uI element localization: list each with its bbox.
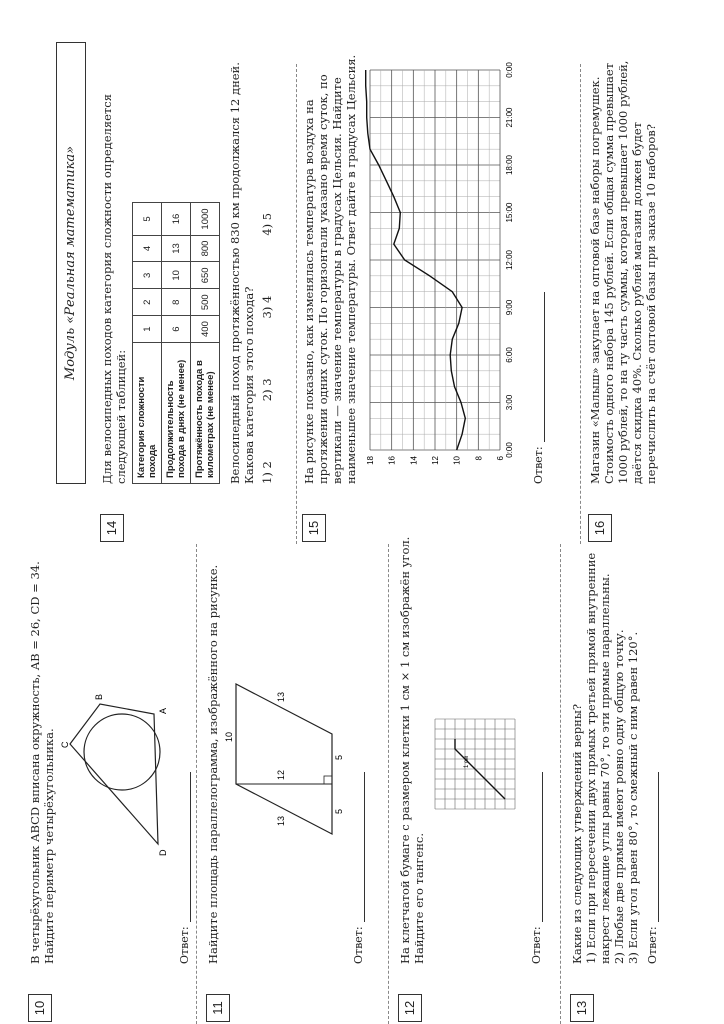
- divider: [196, 544, 197, 1024]
- task-text: На клетчатой бумаге с размером клетки 1 см × 1 см изображён угол. Найдите его тангенс.: [398, 536, 426, 964]
- statement-2: 2) Любые две прямые имеют ровно одну общую точку.: [612, 629, 626, 964]
- table-row: [191, 203, 220, 484]
- answer-field[interactable]: [530, 534, 543, 964]
- task-question: Велосипедный поход протяжённостью 830 км продолжался 12 дней. Какова категория этого похода?: [228, 62, 256, 484]
- table-cell: 400: [191, 316, 220, 343]
- answer-field[interactable]: [646, 534, 659, 964]
- x-tick-label: 6:00: [505, 347, 514, 363]
- y-tick-label: 16: [387, 456, 397, 465]
- label-left-side: 13: [276, 815, 286, 826]
- option-2[interactable]: 2) 3: [260, 378, 274, 402]
- label-b: B: [94, 693, 104, 700]
- right-column: [0, 44, 724, 536]
- table-cell: 6: [162, 316, 191, 343]
- label-bottom-right: 5: [334, 754, 344, 760]
- divider: [388, 544, 389, 1024]
- answer-label: Ответ:: [646, 926, 659, 964]
- left-column: [0, 534, 724, 1016]
- task-13: [570, 534, 659, 1016]
- option-1[interactable]: 1) 2: [260, 461, 274, 484]
- right-angle-mark: [324, 776, 332, 784]
- label-bottom-left: 5: [334, 808, 344, 814]
- table-cell: 4: [133, 235, 162, 262]
- task-number: 13: [570, 994, 594, 1022]
- parallelogram-figure: [222, 654, 342, 854]
- temperature-chart: [362, 60, 522, 480]
- task-text: Для велосипедных походов категория сложности определяется следующей таблицей:: [100, 94, 128, 484]
- x-tick-label: 21:00: [505, 107, 514, 128]
- y-tick-label: 6: [496, 456, 505, 461]
- answer-line[interactable]: [532, 772, 543, 922]
- option-4[interactable]: 4) 5: [260, 212, 274, 236]
- option-3[interactable]: 3) 4: [260, 295, 274, 319]
- task-number: 16: [588, 514, 612, 542]
- task-10: [28, 534, 191, 1016]
- row-header: Категория сложности похода: [133, 343, 162, 484]
- label-right-side: 13: [276, 691, 286, 702]
- task-16: [588, 44, 658, 536]
- answer-field[interactable]: [352, 534, 365, 964]
- y-tick-label: 18: [366, 456, 375, 465]
- table-cell: 500: [191, 289, 220, 316]
- task-number: 12: [398, 994, 422, 1022]
- answer-field[interactable]: [532, 44, 545, 484]
- x-tick-label: 15:00: [505, 202, 514, 223]
- x-tick-label: 18:00: [505, 154, 514, 176]
- row-header: Продолжительность похода в днях (не менее): [162, 343, 191, 484]
- task-number: 14: [100, 514, 124, 542]
- parallelogram: [236, 684, 332, 834]
- label-c: C: [60, 741, 70, 748]
- task-text: Какие из следующих утверждений верны?: [570, 703, 584, 964]
- task-text: Магазин «Малыш» закупает на оптовой базе наборы погремушек. Стоимость одного набора 145 рублей. Если общая сумма превышает 1000 рублей, то на ту часть суммы, которая превышает 1000 рублей, даётся скидка 40%. Сколько рублей магазин должен будет перечислить на счёт оптовой базы при заказе 10 наборов?: [588, 60, 658, 484]
- divider: [296, 64, 297, 544]
- answer-field[interactable]: [178, 534, 191, 964]
- table-cell: 800: [191, 235, 220, 262]
- answer-label: Ответ:: [532, 446, 545, 484]
- answer-options: [260, 44, 274, 484]
- table-cell: 5: [133, 203, 162, 235]
- table-cell: 8: [162, 289, 191, 316]
- quadrilateral-abcd: [70, 704, 158, 844]
- answer-label: Ответ:: [530, 926, 543, 964]
- task-text: В четырёхугольник ABCD вписана окружность, AB = 26, CD = 34. Найдите периметр четырёхугольника.: [28, 561, 56, 964]
- answer-line[interactable]: [180, 772, 191, 922]
- task-number: 10: [28, 994, 52, 1022]
- table-cell: 3: [133, 262, 162, 289]
- task-number: 11: [206, 994, 230, 1022]
- task-12: [398, 534, 543, 1016]
- table-cell: 1000: [191, 203, 220, 235]
- answer-label: Ответ:: [352, 926, 365, 964]
- x-tick-label: 0:00: [505, 62, 514, 78]
- statement-3: 3) Если угол равен 80°, то смежный с ним равен 120°.: [626, 631, 640, 964]
- table-row: [133, 203, 162, 484]
- x-tick-label: 0:00: [505, 442, 514, 458]
- inscribed-circle: [84, 714, 160, 790]
- quadrilateral-figure: [58, 664, 168, 864]
- x-tick-label: 3:00: [505, 394, 514, 411]
- task-14: [100, 44, 274, 536]
- y-tick-label: 10: [452, 456, 462, 465]
- module-title: Модуль «Реальная математика»: [56, 42, 86, 484]
- hike-table: [132, 202, 220, 484]
- task-text: Найдите площадь параллелограмма, изображённого на рисунке.: [206, 564, 220, 964]
- task-15: [302, 44, 545, 536]
- table-cell: 16: [162, 203, 191, 235]
- answer-line[interactable]: [354, 772, 365, 922]
- y-tick-label: 12: [431, 456, 440, 465]
- label-d: D: [158, 849, 168, 856]
- grid-angle-figure: [430, 714, 520, 814]
- y-tick-label: 8: [474, 456, 484, 461]
- table-cell: 10: [162, 262, 191, 289]
- table-cell: 2: [133, 289, 162, 316]
- answer-line[interactable]: [534, 292, 545, 442]
- label-a: A: [158, 707, 168, 714]
- y-tick-label: 14: [409, 456, 419, 465]
- grid-scale-label: 1 см: [464, 755, 470, 768]
- table-cell: 650: [191, 262, 220, 289]
- grid-lines: [435, 719, 515, 809]
- table-cell: 13: [162, 235, 191, 262]
- task-text: На рисунке показано, как изменялась температура воздуха на протяжении одних суток. По горизонтали указано время суток, по вертикали — значение температуры в градусах Цельсия. Найдите наименьшее значение температуры. Ответ дайте в градусах Цельсия.: [302, 54, 358, 484]
- table-cell: 1: [133, 316, 162, 343]
- x-tick-label: 9:00: [505, 299, 514, 316]
- label-top: 10: [224, 731, 234, 742]
- divider: [580, 64, 581, 544]
- statement-1: 1) Если при пересечении двух прямых третьей прямой внутренние накрест лежащие углы равны 70°, то эти прямые параллельны.: [584, 552, 612, 964]
- answer-line[interactable]: [648, 772, 659, 922]
- x-tick-label: 12:00: [505, 249, 514, 271]
- table-row: [162, 203, 191, 484]
- answer-label: Ответ:: [178, 926, 191, 964]
- divider: [560, 544, 561, 1024]
- label-height: 12: [276, 769, 286, 780]
- task-11: [206, 534, 365, 1015]
- row-header: Протяжённость похода в километрах (не менее): [191, 343, 220, 484]
- task-number: 15: [302, 514, 326, 542]
